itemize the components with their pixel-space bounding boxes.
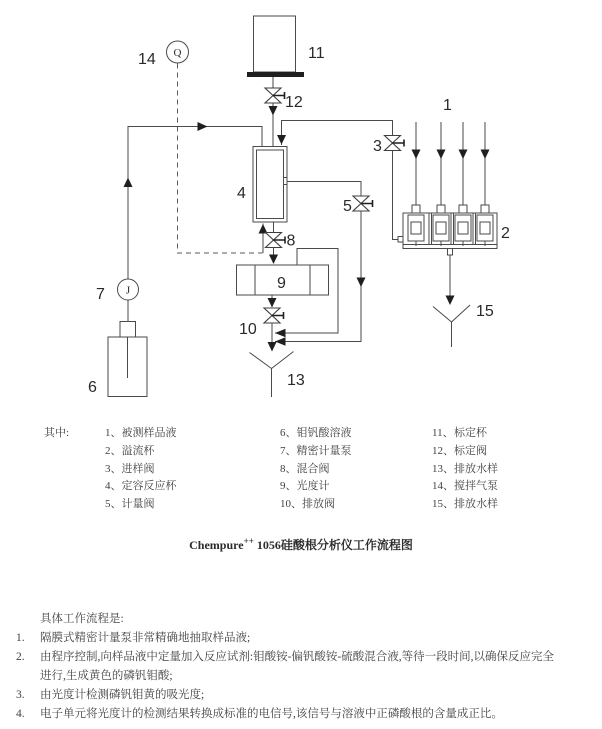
legend-item-no: 6、 (280, 427, 297, 439)
legend-item-name: 被测样品液 (121, 427, 177, 439)
legend-item-name: 钼钒酸溶液 (296, 427, 352, 439)
legend-item (432, 461, 498, 479)
step-no: 3. (16, 689, 25, 701)
step-item (0, 705, 602, 724)
air-line-dashed (178, 64, 263, 254)
legend-item-name: 排放水样 (454, 498, 498, 510)
legend-item-name: 标定杯 (454, 427, 487, 439)
legend-item-no: 13、 (432, 462, 454, 475)
step-item (0, 629, 602, 648)
legend-item (105, 496, 177, 514)
legend-item-no: 9、 (280, 480, 297, 493)
legend-item-no: 14、 (432, 480, 454, 493)
label-6: 6 (88, 379, 97, 396)
air-inlet-line (259, 224, 268, 254)
legend-item-name: 混合阀 (296, 462, 330, 475)
diagram-caption (0, 536, 602, 553)
legend-item-no: 4、 (105, 480, 122, 493)
label-8: 8 (286, 232, 296, 250)
legend-item-no: 5、 (105, 498, 122, 510)
process-steps (0, 610, 602, 724)
caption-text: 1056硅酸根分析仪工作流程图 (253, 538, 413, 552)
label-15: 15 (476, 303, 494, 320)
legend-intro: 其中: (44, 427, 70, 439)
step-no: 1. (16, 632, 25, 644)
legend-item-name: 计量阀 (121, 498, 155, 510)
metering-pump-7 (118, 279, 139, 300)
legend-item-name: 标定阀 (454, 444, 487, 457)
legend-item (280, 496, 352, 514)
label-10: 10 (239, 321, 257, 338)
legend-column-1 (105, 425, 177, 514)
step-item (0, 648, 602, 686)
label-4: 4 (237, 185, 246, 202)
legend-item (432, 478, 498, 496)
air-pump-letter: Q (173, 47, 182, 59)
label-11: 11 (308, 45, 325, 62)
legend-item (280, 461, 352, 479)
legend-item-no: 7、 (280, 444, 297, 457)
drain-funnel-15 (433, 255, 470, 347)
legend-item (105, 425, 177, 443)
reagent-bottle-6 (108, 322, 147, 397)
legend-item-no: 15、 (432, 498, 454, 510)
legend-item-no: 1、 (105, 427, 122, 439)
step-text: 电子单元将光度计的检测结果转换成标准的电信号,该信号与溶液中正磷酸根的含量成正比。 (40, 708, 503, 720)
label-1: 1 (443, 97, 452, 114)
step-no: 4. (16, 708, 25, 720)
legend-item (105, 478, 177, 496)
reaction-cup-4 (253, 147, 287, 223)
legend-item (280, 425, 352, 443)
label-2: 2 (501, 225, 510, 242)
legend-item-no: 10、 (280, 498, 302, 510)
legend-item-no: 8、 (280, 462, 297, 475)
step-item (0, 686, 602, 705)
legend-item (432, 496, 498, 514)
mixing-valve-8 (266, 222, 286, 264)
legend-item (432, 443, 498, 461)
legend-item-name: 溢流杯 (121, 444, 155, 457)
legend-item (280, 443, 352, 461)
legend-item-name: 排放水样 (454, 462, 498, 475)
legend-item-no: 11、 (432, 427, 454, 439)
label-3: 3 (373, 138, 382, 155)
caption-brand: Chempure (189, 538, 244, 552)
step-text: 隔膜式精密计量泵非常精确地抽取样品液; (40, 632, 251, 644)
legend-column-2 (280, 425, 352, 514)
metering-valve-5-line (275, 182, 373, 346)
legend-item-name: 搅拌气泵 (454, 480, 498, 493)
caption-superscript: ++ (243, 536, 254, 546)
step-no: 2. (16, 651, 25, 663)
label-13: 13 (287, 372, 305, 389)
stirring-air-pump-14 (167, 41, 189, 63)
legend-item (280, 478, 352, 496)
step-text: 由程序控制,向样品液中定量加入反应试剂:钼酸铵-偏钒酸铵-硫酸混合液,等待一段时间,以确保反应完全进行,生成黄色的磷钒钼酸; (40, 651, 554, 682)
legend-item-name: 定容反应杯 (121, 480, 177, 493)
label-14: 14 (138, 51, 156, 68)
overflow-cup-manifold-2 (398, 122, 497, 255)
legend-item-no: 2、 (105, 444, 122, 457)
legend-item-name: 排放阀 (302, 498, 335, 510)
metering-pump-letter: J (125, 284, 131, 297)
legend-item-name: 精密计量泵 (296, 444, 352, 457)
legend-item-name: 进样阀 (121, 462, 155, 475)
legend-item-name: 光度计 (296, 480, 330, 493)
legend-item (105, 461, 177, 479)
label-7: 7 (96, 286, 105, 303)
legend-column-3 (432, 425, 498, 514)
legend-item (105, 443, 177, 461)
steps-intro: 具体工作流程是: (40, 613, 124, 625)
label-12: 12 (285, 94, 303, 111)
legend-item-no: 3、 (105, 462, 122, 475)
step-text: 由光度计检测磷钒钼黄的吸光度; (40, 689, 205, 701)
calibration-cup-11 (247, 16, 304, 88)
legend-item-no: 12、 (432, 444, 454, 457)
legend-item (432, 425, 498, 443)
sample-valve-3-line (277, 121, 404, 240)
label-5: 5 (343, 198, 352, 215)
label-9: 9 (277, 275, 286, 292)
